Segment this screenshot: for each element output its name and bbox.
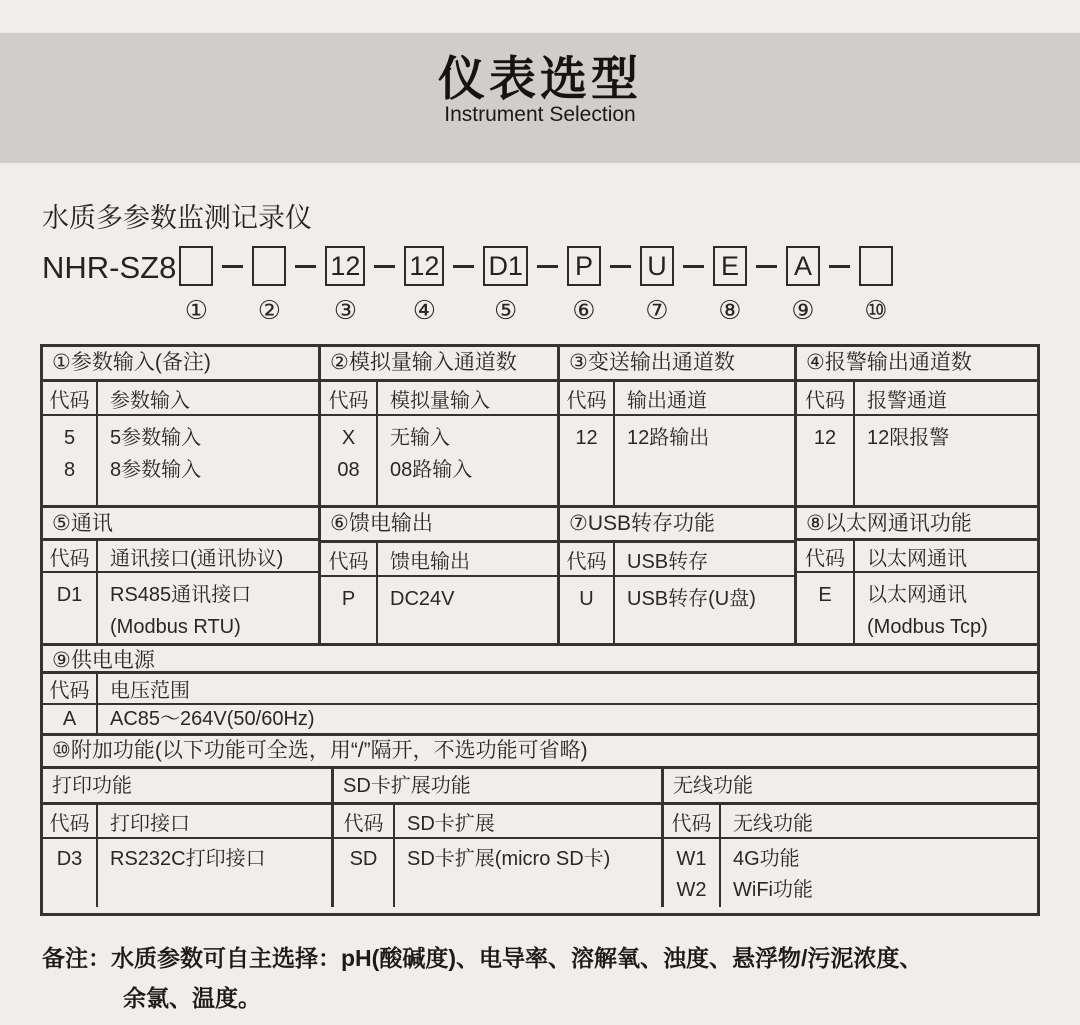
code-value: W1 [676, 848, 707, 870]
label-header: SD卡扩展 [407, 812, 495, 835]
table-band-4 [43, 736, 1037, 907]
code-cell [321, 416, 378, 505]
slot-number: ③ [333, 295, 358, 325]
model-slot-box: 12 [325, 246, 365, 286]
dash-separator [756, 265, 777, 268]
label-cell [98, 573, 318, 643]
dash-separator [453, 265, 474, 268]
label-value: 08路输入 [390, 459, 473, 481]
data-row [43, 839, 331, 907]
label-cell [615, 577, 794, 643]
model-slot-box: A [786, 246, 820, 286]
slot-number: ② [257, 295, 281, 325]
slot-number: ⑤ [494, 295, 518, 325]
label-cell [721, 839, 1037, 907]
section-analog-input [321, 347, 560, 505]
product-name: 水质多参数监测记录仪 [42, 203, 312, 233]
model-slot-box: 12 [404, 246, 444, 286]
label-value: 以太网通讯 [867, 584, 967, 606]
header-row [43, 805, 331, 839]
code-header: 代码 [43, 674, 98, 703]
label-value: 12限报警 [867, 427, 950, 449]
code-value: 5 [63, 427, 76, 449]
model-slot-box: P [567, 246, 601, 286]
header-row [321, 543, 557, 577]
label-header: 无线功能 [733, 812, 813, 835]
dash-separator [683, 265, 704, 268]
code-value: U [579, 588, 594, 610]
model-slot-box [252, 246, 286, 286]
label-header: 电压范围 [110, 680, 190, 702]
model-slot-box: U [640, 246, 674, 286]
data-row [43, 705, 1037, 733]
section-ethernet [797, 508, 1037, 643]
section-print [43, 769, 334, 907]
label-cell [98, 416, 318, 505]
code-header: 代码 [560, 543, 615, 575]
label-value: 5参数输入 [110, 427, 202, 449]
data-row [664, 839, 1037, 907]
header-row [321, 382, 557, 416]
code-header: 代码 [321, 543, 378, 575]
model-slot-box: E [713, 246, 747, 286]
section-title: ③变送输出通道数 [560, 347, 794, 382]
model-slot-7 [640, 246, 674, 323]
section-title: ⑤通讯 [43, 508, 318, 541]
section-title: ①参数输入(备注) [43, 347, 318, 382]
code-header: 代码 [321, 382, 378, 414]
model-prefix: NHR-SZ8 [42, 250, 177, 285]
footnote-label: 备注： [42, 945, 111, 971]
footnote-line2: 余氯、温度。 [123, 985, 261, 1011]
label-value: (Modbus RTU) [110, 616, 241, 638]
code-cell [43, 839, 98, 907]
dash-separator [222, 265, 243, 268]
section-alarm-output [797, 347, 1037, 505]
label-cell [98, 839, 331, 907]
subsection-title: 打印功能 [43, 769, 331, 805]
code-value: 12 [813, 427, 837, 449]
model-slot-2 [252, 246, 286, 323]
section-title: ⑧以太网通讯功能 [797, 508, 1037, 541]
code-value: W2 [676, 879, 707, 901]
table-band-1 [43, 347, 1037, 508]
footnote-line1 [42, 938, 922, 978]
section-title-power: ⑨供电电源 [43, 646, 1037, 674]
model-slot-box: D1 [483, 246, 528, 286]
label-value: RS232C打印接口 [110, 848, 266, 870]
label-cell [615, 416, 794, 505]
model-slot-10 [859, 246, 893, 323]
model-slot-5 [483, 246, 528, 323]
data-row [560, 577, 794, 643]
slot-number: ④ [412, 295, 437, 325]
code-header: 代码 [43, 805, 98, 837]
code-header: 代码 [43, 541, 98, 571]
section-usb-transfer [560, 508, 797, 643]
subsection-title: 无线功能 [664, 769, 1037, 805]
header-row [43, 541, 318, 573]
data-row [334, 839, 661, 907]
model-slot-1 [179, 246, 213, 323]
table-band-2 [43, 508, 1037, 646]
label-value: 无输入 [390, 427, 450, 449]
section-title-additional: ⑩附加功能(以下功能可全选，用“/”隔开，不选功能可省略) [43, 736, 1037, 769]
section-sd-card [334, 769, 664, 907]
section-param-input [43, 347, 321, 505]
label-header: 报警通道 [867, 389, 947, 412]
model-slot-6 [567, 246, 601, 323]
label-value: 4G功能 [733, 848, 800, 870]
data-row [321, 416, 557, 505]
slot-number: ⑥ [572, 295, 596, 325]
code-cell [43, 705, 98, 733]
label-value: RS485通讯接口 [110, 584, 252, 606]
code-value: SD [349, 848, 378, 870]
page-banner [0, 33, 1080, 163]
code-value: 12 [575, 427, 598, 449]
model-slot-8 [713, 246, 747, 323]
code-header: 代码 [797, 382, 855, 414]
label-cell [395, 839, 661, 907]
header-row [664, 805, 1037, 839]
code-header: 代码 [43, 382, 98, 414]
label-header: 以太网通讯 [867, 547, 967, 570]
header-row [560, 382, 794, 416]
model-slot-box [179, 246, 213, 286]
section-wireless [664, 769, 1037, 907]
subsection-title: SD卡扩展功能 [334, 769, 661, 805]
slot-number: ① [184, 295, 208, 325]
label-value: SD卡扩展(micro SD卡) [407, 848, 611, 870]
label-value: 12路输出 [627, 427, 710, 449]
code-cell [797, 573, 855, 643]
code-cell [664, 839, 721, 907]
slot-number: ⑧ [718, 295, 742, 325]
label-cell [378, 577, 557, 643]
label-header: 馈电输出 [390, 550, 470, 573]
header-row [797, 541, 1037, 573]
code-value: P [341, 588, 356, 610]
code-cell [560, 577, 615, 643]
slot-number: ⑩ [864, 295, 888, 325]
code-value: 08 [337, 459, 360, 481]
label-cell [378, 416, 557, 505]
model-slot-9 [786, 246, 820, 323]
dash-separator [829, 265, 850, 268]
slot-number: ⑦ [645, 295, 669, 325]
data-row [43, 416, 318, 505]
code-cell [43, 416, 98, 505]
label-value: DC24V [390, 588, 455, 610]
label-value: WiFi功能 [733, 879, 813, 901]
code-value: X [341, 427, 356, 449]
section-title: ②模拟量输入通道数 [321, 347, 557, 382]
section-transmit-output [560, 347, 797, 505]
page-title: 仪表选型 [438, 52, 642, 105]
header-row [43, 382, 318, 416]
code-header: 代码 [664, 805, 721, 837]
section-communication [43, 508, 321, 643]
section-title: ④报警输出通道数 [797, 347, 1037, 382]
code-value: E [818, 584, 832, 606]
code-value: D1 [56, 584, 83, 606]
model-code-diagram [42, 246, 893, 323]
dash-separator [374, 265, 395, 268]
label-value: AC85～264V(50/60Hz) [110, 708, 315, 730]
label-value: 8参数输入 [110, 459, 202, 481]
label-header: 输出通道 [627, 389, 707, 412]
header-row [334, 805, 661, 839]
label-header: 参数输入 [110, 389, 190, 412]
code-cell [797, 416, 855, 505]
slot-number: ⑨ [791, 295, 815, 325]
table-band-3 [43, 646, 1037, 736]
label-value: USB转存(U盘) [627, 588, 756, 610]
selection-table [40, 344, 1040, 916]
data-row [797, 416, 1037, 505]
code-cell [334, 839, 395, 907]
code-header: 代码 [797, 541, 855, 571]
model-slot-4 [404, 246, 444, 323]
dash-separator [537, 265, 558, 268]
label-cell [855, 416, 1037, 505]
label-cell [98, 705, 1037, 733]
label-cell [855, 573, 1037, 643]
data-row [43, 573, 318, 643]
section-feed-output [321, 508, 560, 643]
label-header: 通讯接口(通讯协议) [110, 547, 284, 570]
code-value: D3 [56, 848, 83, 870]
code-header: 代码 [334, 805, 395, 837]
section-title: ⑥馈电输出 [321, 508, 557, 543]
code-cell [43, 573, 98, 643]
data-row [321, 577, 557, 643]
code-cell [560, 416, 615, 505]
data-row [797, 573, 1037, 643]
model-slot-3 [325, 246, 365, 323]
label-header: 打印接口 [110, 812, 190, 835]
code-header: 代码 [560, 382, 615, 414]
footnote [42, 938, 922, 1018]
header-row [797, 382, 1037, 416]
page-subtitle: Instrument Selection [444, 103, 636, 127]
header-row [560, 543, 794, 577]
dash-separator [610, 265, 631, 268]
code-value: A [62, 708, 77, 730]
additional-functions-body [43, 769, 1037, 907]
section-title: ⑦USB转存功能 [560, 508, 794, 543]
label-header: USB转存 [627, 550, 709, 573]
label-header: 模拟量输入 [390, 389, 490, 412]
code-value: 8 [63, 459, 76, 481]
header-row [43, 674, 1037, 705]
dash-separator [295, 265, 316, 268]
label-value: (Modbus Tcp) [867, 616, 988, 638]
model-slot-box [859, 246, 893, 286]
code-cell [321, 577, 378, 643]
footnote-text: 水质参数可自主选择：pH(酸碱度)、电导率、溶解氧、浊度、悬浮物/污泥浓度、 [111, 945, 923, 971]
data-row [560, 416, 794, 505]
